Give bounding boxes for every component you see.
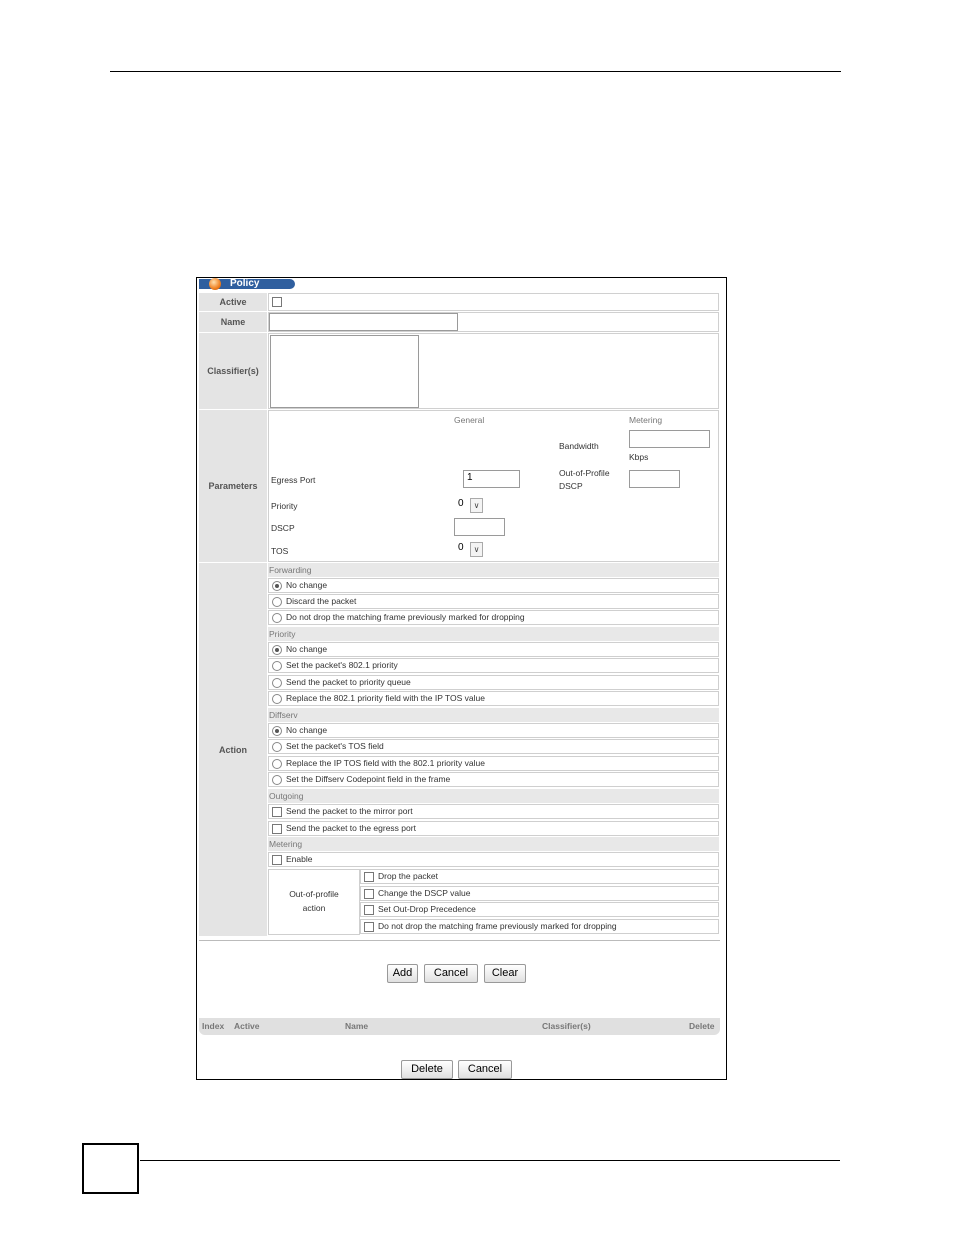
classifiers-listbox[interactable] xyxy=(270,335,419,408)
priority-option[interactable]: No change xyxy=(268,642,719,657)
oop-option[interactable]: Set Out-Drop Precedence xyxy=(360,902,719,917)
radio[interactable] xyxy=(272,742,282,752)
name-cell xyxy=(268,312,719,332)
oop-option[interactable]: Change the DSCP value xyxy=(360,886,719,901)
checkbox[interactable] xyxy=(364,889,374,899)
bandwidth-label: Bandwidth xyxy=(559,441,599,451)
priority-option[interactable]: Replace the 802.1 priority field with the IP TOS value xyxy=(268,691,719,706)
oop-dscp-input[interactable] xyxy=(629,470,680,488)
oop-option[interactable]: Drop the packet xyxy=(360,869,719,884)
oop-dscp-label-1: Out-of-Profile xyxy=(559,468,610,478)
radio[interactable] xyxy=(272,613,282,623)
col-index: Index xyxy=(202,1021,225,1031)
classifiers-label: Classifier(s) xyxy=(199,333,267,409)
cancel-table-button[interactable]: Cancel xyxy=(458,1060,512,1079)
diffserv-header: Diffserv xyxy=(268,708,719,722)
forwarding-header: Forwarding xyxy=(268,563,719,577)
radio[interactable] xyxy=(272,678,282,688)
checkbox[interactable] xyxy=(272,824,282,834)
name-input[interactable] xyxy=(269,313,458,331)
policy-panel xyxy=(196,277,727,1080)
kbps-label: Kbps xyxy=(629,452,649,462)
priority-label: Priority xyxy=(271,501,298,511)
oop-dscp-label-2: DSCP xyxy=(559,481,583,491)
form-divider xyxy=(199,940,720,941)
checkbox[interactable] xyxy=(272,855,282,865)
radio-selected[interactable] xyxy=(272,726,282,736)
parameters-cell xyxy=(268,410,719,562)
forwarding-option[interactable]: Discard the packet xyxy=(268,594,719,609)
diffserv-option[interactable]: Replace the IP TOS field with the 802.1 priority value xyxy=(268,756,719,771)
chevron-down-icon: ∨ xyxy=(470,542,483,557)
radio[interactable] xyxy=(272,694,282,704)
page-number-box xyxy=(82,1143,139,1194)
checkbox[interactable] xyxy=(364,905,374,915)
forwarding-option[interactable]: No change xyxy=(268,578,719,593)
diffserv-option[interactable]: No change xyxy=(268,723,719,738)
general-heading: General xyxy=(454,415,485,425)
checkbox[interactable] xyxy=(272,807,282,817)
dscp-input[interactable] xyxy=(454,518,505,536)
diffserv-option[interactable]: Set the Diffserv Codepoint field in the frame xyxy=(268,772,719,787)
tos-label: TOS xyxy=(271,546,289,556)
radio[interactable] xyxy=(272,661,282,671)
bandwidth-input[interactable] xyxy=(629,430,710,448)
col-delete: Delete xyxy=(689,1021,715,1031)
radio[interactable] xyxy=(272,775,282,785)
parameters-label: Parameters xyxy=(199,410,267,562)
policy-icon xyxy=(209,278,221,290)
chevron-down-icon: ∨ xyxy=(470,498,483,513)
radio[interactable] xyxy=(272,759,282,769)
metering-enable[interactable]: Enable xyxy=(268,852,719,867)
outgoing-option[interactable]: Send the packet to the mirror port xyxy=(268,804,719,819)
active-cell xyxy=(268,293,719,311)
oop-action-label-cell xyxy=(268,869,360,935)
tos-select-value: 0 xyxy=(458,542,464,553)
priority-header: Priority xyxy=(268,627,719,641)
cancel-button[interactable]: Cancel xyxy=(424,964,478,983)
add-button[interactable]: Add xyxy=(387,964,418,983)
metering-header: Metering xyxy=(268,837,719,851)
policy-table-header xyxy=(199,1018,720,1035)
checkbox[interactable] xyxy=(364,922,374,932)
priority-option[interactable]: Send the packet to priority queue xyxy=(268,675,719,690)
panel-title-bar xyxy=(199,279,295,289)
oop-action-label-1: Out-of-profile xyxy=(289,889,339,899)
priority-option[interactable]: Set the packet's 802.1 priority xyxy=(268,658,719,673)
header-rule xyxy=(110,71,841,72)
col-classifiers: Classifier(s) xyxy=(542,1021,591,1031)
priority-select-value: 0 xyxy=(458,498,464,509)
egress-port-input[interactable]: 1 xyxy=(463,470,520,488)
radio[interactable] xyxy=(272,597,282,607)
egress-port-label: Egress Port xyxy=(271,475,316,485)
checkbox[interactable] xyxy=(364,872,374,882)
radio-selected[interactable] xyxy=(272,645,282,655)
classifiers-cell xyxy=(268,333,719,409)
clear-button[interactable]: Clear xyxy=(484,964,526,983)
oop-option[interactable]: Do not drop the matching frame previously marked for dropping xyxy=(360,919,719,934)
forwarding-option[interactable]: Do not drop the matching frame previously marked for dropping xyxy=(268,610,719,625)
name-label: Name xyxy=(199,312,267,332)
oop-action-label-2: action xyxy=(302,903,326,913)
metering-heading: Metering xyxy=(629,415,663,425)
dscp-label: DSCP xyxy=(271,523,295,533)
diffserv-option[interactable]: Set the packet's TOS field xyxy=(268,739,719,754)
panel-title: Policy xyxy=(230,278,260,289)
action-label: Action xyxy=(199,563,267,936)
outgoing-option[interactable]: Send the packet to the egress port xyxy=(268,821,719,836)
col-active: Active xyxy=(234,1021,260,1031)
radio-selected[interactable] xyxy=(272,581,282,591)
col-name: Name xyxy=(345,1021,369,1031)
outgoing-header: Outgoing xyxy=(268,789,719,803)
active-label: Active xyxy=(199,293,267,311)
delete-button[interactable]: Delete xyxy=(401,1060,453,1079)
active-checkbox[interactable] xyxy=(272,297,282,307)
footer-rule xyxy=(140,1160,840,1161)
